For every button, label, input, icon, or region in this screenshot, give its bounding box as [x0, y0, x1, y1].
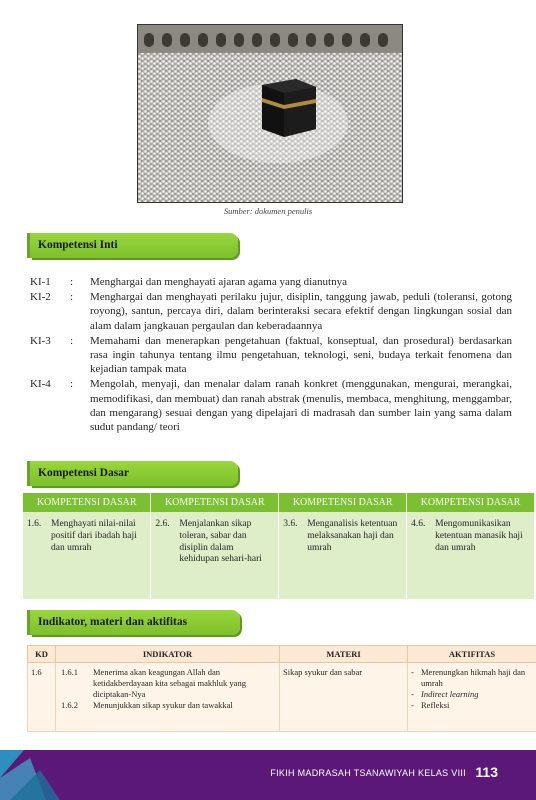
kaaba-photo	[137, 24, 403, 203]
ki-text: Menghargai dan menghayati perilaku jujur, disiplin, tanggung jawab, peduli (toleransi, gotong royong), santun, percaya diri, dalam berinteraksi secara efektif dengan lingkungan sosial dan alam dalam jangkauan pergaulan dan keberadaannya	[90, 291, 512, 332]
kd-column-header: KOMPETENSI DASAR	[23, 493, 151, 512]
kompetensi-inti-title: Kompetensi Inti	[38, 239, 118, 251]
ki-code: KI-3	[30, 334, 51, 347]
kd-cell	[23, 512, 151, 599]
ki-code: KI-1	[30, 276, 51, 288]
kd-column-header: KOMPETENSI DASAR	[407, 493, 535, 512]
kd-cell	[407, 512, 535, 599]
aktifitas-text: Indirect learning	[421, 689, 479, 699]
indikator-header	[30, 610, 240, 635]
kd-cell	[279, 512, 407, 599]
materi-header: MATERI	[280, 646, 408, 663]
kd-number: 2.6.	[155, 519, 170, 529]
kompetensi-dasar-title: Kompetensi Dasar	[38, 467, 130, 479]
indikator-item	[59, 700, 276, 711]
aktifitas-text: Merenungkan hikmah haji dan umrah	[421, 667, 526, 688]
kd-text: Mengomunikasikan ketentuan manasik haji dan umrah	[435, 519, 523, 553]
kd-number: 4.6.	[411, 519, 426, 529]
kd-cell	[151, 512, 279, 599]
indikator-cell	[56, 663, 280, 732]
aktifitas-item: - Refleksi	[411, 700, 450, 710]
kd-text: Menjalankan sikap toleran, sabar dan disiplin dalam kehidupan sehari-hari	[179, 519, 262, 565]
footer-decoration	[0, 750, 80, 800]
aktifitas-text: Refleksi	[421, 700, 450, 710]
kd-number: 3.6.	[283, 519, 298, 529]
ki-code: KI-4	[30, 378, 51, 391]
kd-header: KD	[28, 646, 56, 663]
kompetensi-dasar-header	[30, 461, 238, 486]
aktifitas-cell	[408, 663, 536, 732]
ki-colon: :	[70, 276, 74, 288]
page-number: 113	[475, 764, 498, 780]
kompetensi-inti-header	[30, 233, 238, 258]
indikator-text: Menunjukkan sikap syukur dan tawakkal	[93, 700, 233, 710]
indikator-number: 1.6.1	[61, 667, 78, 677]
kd-column-header: KOMPETENSI DASAR	[279, 493, 407, 512]
kaaba-illustration	[138, 25, 402, 202]
kd-text: Menghayati nilai-nilai positif dari ibadah haji dan umrah	[51, 519, 137, 553]
footer-book-title: FIKIH MADRASAH TSANAWIYAH KELAS VIII	[270, 768, 466, 778]
aktifitas-item: - Indirect learning	[411, 689, 479, 699]
indikator-table	[27, 645, 536, 732]
ki-item	[30, 275, 512, 289]
kd-column-header: KOMPETENSI DASAR	[151, 493, 279, 512]
ki-colon: :	[70, 334, 74, 347]
aktifitas-header: AKTIFITAS	[408, 646, 536, 663]
ki-colon: :	[70, 291, 74, 304]
ki-text: Memahami dan menerapkan pengetahuan (faktual, konseptual, dan prosedural) berdasarkan rasa ingin tahunya tentang ilmu pengetahuan, teknologi, seni, budaya terkait fenomena dan kejadian tampak mata	[90, 334, 512, 376]
kompetensi-inti-list	[30, 275, 512, 435]
ki-item	[30, 377, 512, 434]
kompetensi-dasar-table	[23, 493, 535, 599]
aktifitas-item: - Merenungkan hikmah haji dan umrah	[411, 667, 533, 689]
photo-caption: Sumber: dokumen penulis	[223, 206, 313, 216]
ki-item	[30, 290, 512, 333]
indikator-number: 1.6.2	[61, 700, 78, 710]
kd-number: 1.6.	[27, 519, 42, 529]
indikator-item	[59, 667, 276, 700]
ki-text: Mengolah, menyaji, dan menalar dalam ranah konkret (menggunakan, mengurai, merangkai, memodifikasi, dan membuat) dan ranah abstrak (menulis, membaca, menghitung, menggambar, dan mengarang) sesuai dengan yang dipelajari di madrasah dan sumber lain yang sama dalam sudut pandang/ teori	[90, 378, 512, 434]
indikator-text: Menerima akan keagungan Allah dan ketidakberdayaan kita sebagai makhluk yang diciptakan-Nya	[93, 667, 246, 699]
ki-item	[30, 334, 512, 377]
indikator-title: Indikator, materi dan aktifitas	[38, 616, 188, 628]
kd-text: Menganalisis ketentuan melaksanakan haji dan umrah	[307, 519, 398, 553]
indikator-column-header: INDIKATOR	[56, 646, 280, 663]
kd-value: 1.6	[28, 663, 56, 732]
ki-code: KI-2	[30, 291, 51, 304]
ki-text: Menghargai dan menghayati ajaran agama yang dianutnya	[90, 276, 347, 288]
ki-colon: :	[70, 378, 74, 391]
materi-cell: Sikap syukur dan sabar	[280, 663, 408, 732]
